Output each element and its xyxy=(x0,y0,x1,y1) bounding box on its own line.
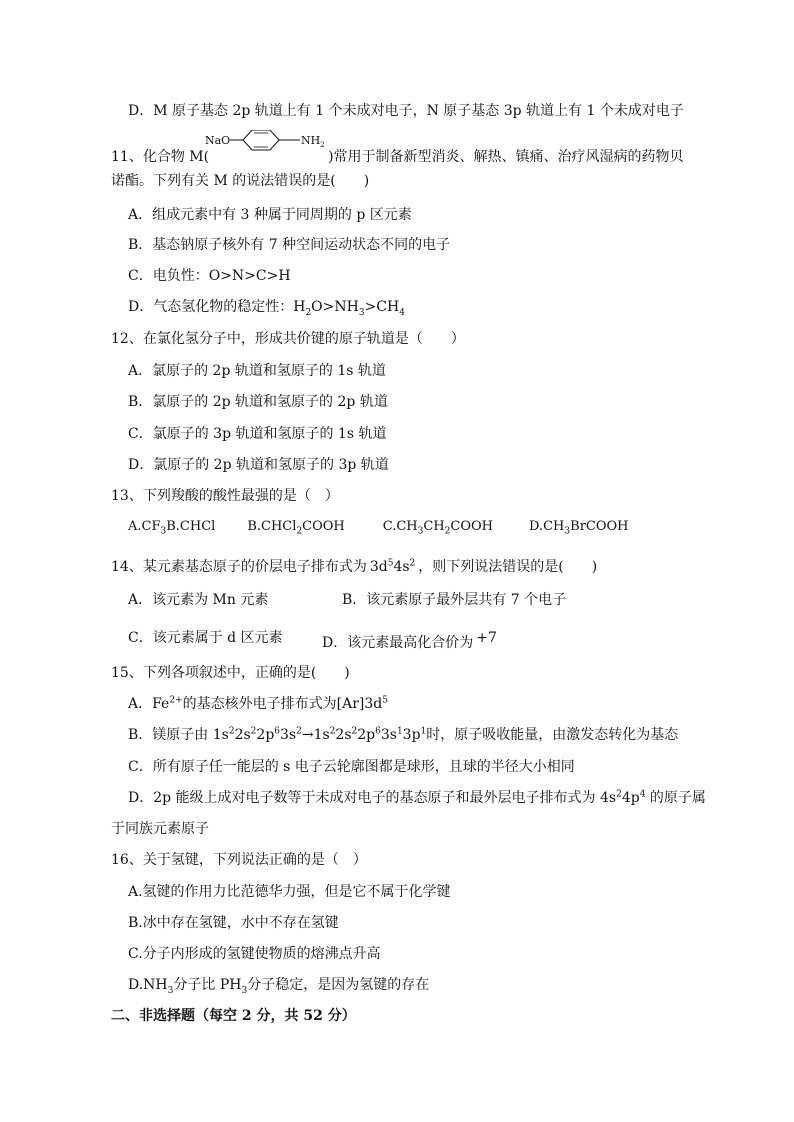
q11-option-c: C．电负性：O>N>C>H xyxy=(128,268,291,284)
q16-option-a: A.氢键的作用力比范德华力强，但是它不属于化学键 xyxy=(128,884,451,900)
q15-option-b: B．镁原子由 $1s^22s^22p^63s^2\to 1s^22s^22p^63s^13p^1$时，原子吸收能量，由激发态转化为基态 xyxy=(128,726,679,743)
q13-option-a: $A.CF_3B.CHCl$ xyxy=(128,519,216,537)
nao-aniline-structure xyxy=(201,130,326,166)
q14-stem: 14、某元素基态原子的价层电子排布式为 $3d^54s^2$ ，则下列说法错误的是( ) xyxy=(111,558,598,575)
q12-option-c: C．氯原子的 3p 轨道和氢原子的 1s 轨道 xyxy=(128,426,387,442)
q13-option-d: $D.CH_3BrCOOH$ xyxy=(529,519,629,537)
q16-option-c: C.分子内形成的氢键使物质的熔沸点升高 xyxy=(128,946,381,962)
q11-option-d: D．气态氢化物的稳定性：$H_2O>NH_3>CH_4$ xyxy=(128,299,405,318)
electron-config: $3d^54s^2$ xyxy=(369,558,416,575)
q15-option-d-cont: 于同族元素原子 xyxy=(111,821,209,837)
q11-option-a: A．组成元素中有 3 种属于同周期的 p 区元素 xyxy=(128,207,412,223)
q13-stem: 13、下列羧酸的酸性最强的是（ ） xyxy=(111,488,339,504)
q12-option-d: D．氯原子的 2p 轨道和氢原子的 3p 轨道 xyxy=(128,457,389,473)
q12-stem: 12、在氯化氢分子中，形成共价键的原子轨道是（ ） xyxy=(111,331,465,347)
q15-option-c: C．所有原子任一能层的 s 电子云轮廓图都是球形，且球的半径大小相同 xyxy=(128,759,575,775)
q11-stem-post: )常用于制备新型消炎、解热、镇痛、治疗风湿病的药物贝 xyxy=(328,149,684,165)
q11-stem xyxy=(111,147,684,167)
q15-option-a: A．$Fe^{2+}$的基态核外电子排布式为$[Ar]3d^5$ xyxy=(128,695,388,712)
section-heading: 二、非选择题（每空 2 分，共 52 分） xyxy=(111,1008,356,1024)
q15-stem: 15、下列各项叙述中，正确的是( ) xyxy=(111,665,350,681)
q14-option-b: B．该元素原子最外层共有 7 个电子 xyxy=(342,592,567,608)
q12-option-b: B．氯原子的 2p 轨道和氢原子的 2p 轨道 xyxy=(128,394,388,410)
q13-option-c: $C.CH_3CH_2COOH$ xyxy=(382,519,494,537)
q11-option-b: B．基态钠原子核外有 7 种空间运动状态不同的电子 xyxy=(128,237,451,253)
q16-option-d: $D.NH_3$分子比 $PH_3$分子稳定，是因为氢键的存在 xyxy=(128,977,430,996)
q11-stem-pre: 11、化合物 M( xyxy=(111,149,210,165)
q15-option-d: D．2p 能级上成对电子数等于未成对电子的基态原子和最外层电子排布式为 $4s^24p^4$ 的原子属 xyxy=(128,789,706,806)
svg-text:NH2: $NH_2$ xyxy=(301,134,325,149)
q14-option-c: C．该元素属于 d 区元素 xyxy=(128,630,283,646)
nh-group-label: NH xyxy=(301,134,321,147)
q13-options xyxy=(128,517,629,537)
q14-option-d: D．该元素最高化合价为 +7 xyxy=(322,630,497,651)
q16-stem: 16、关于氢键，下列说法正确的是（ ） xyxy=(111,852,367,868)
q14-option-a: A．该元素为 Mn 元素 xyxy=(128,592,269,608)
q16-option-b: B.冰中存在氢键，水中不存在氢键 xyxy=(128,915,339,931)
q10-option-d: D．M 原子基态 2p 轨道上有 1 个未成对电子，N 原子基态 3p 轨道上有 1 个未成对电子 xyxy=(128,103,684,119)
q12-option-a: A．氯原子的 2p 轨道和氢原子的 1s 轨道 xyxy=(128,363,386,379)
nao-group-label: NaO xyxy=(205,134,231,147)
q11-stem-cont: 诺酯。下列有关 M 的说法错误的是( ) xyxy=(111,173,370,189)
q13-option-b: B.CHCl$_2$COOH xyxy=(247,519,345,537)
